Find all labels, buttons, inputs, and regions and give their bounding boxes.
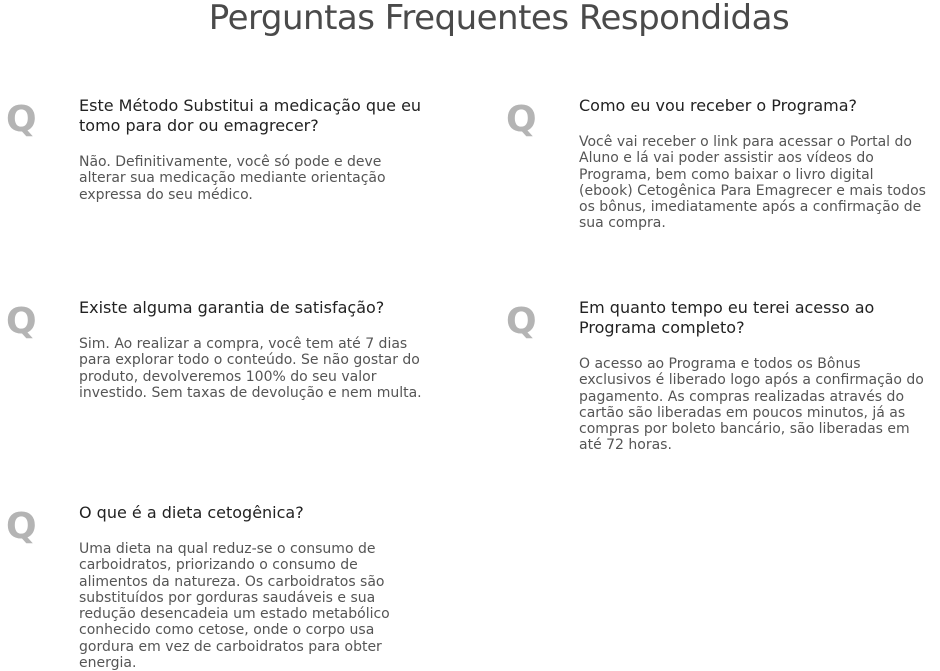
- page-title: Perguntas Frequentes Respondidas: [208, 0, 790, 38]
- faq-answer: Você vai receber o link para acessar o Portal do Aluno e lá vai poder assistir aos vídeos do Programa, bem como baixar o livro digital (ebook) Cetogênica Para Emagrecer e mais todos os bônus, imediatamente após a confirmação de sua compra.: [579, 134, 926, 232]
- faq-body: [79, 298, 431, 401]
- q-icon: Q: [6, 301, 37, 342]
- faq-body: [579, 96, 931, 232]
- faq-question: Em quanto tempo eu terei acesso ao Programa completo?: [579, 298, 875, 337]
- q-icon: Q: [6, 99, 37, 140]
- faq-answer: Sim. Ao realizar a compra, você tem até 7 dias para explorar todo o conteúdo. Se não gostar do produto, devolveremos 100% do seu valor investido. Sem taxas de devolução e nem multa.: [79, 336, 422, 401]
- q-icon: Q: [506, 99, 537, 140]
- faq-question: O que é a dieta cetogênica?: [79, 503, 304, 522]
- faq-body: [79, 96, 431, 203]
- faq-question: Como eu vou receber o Programa?: [579, 96, 858, 115]
- faq-question: Este Método Substitui a medicação que eu tomo para dor ou emagrecer?: [79, 96, 422, 135]
- faq-answer: Uma dieta na qual reduz-se o consumo de carboidratos, priorizando o consumo de alimentos da natureza. Os carboidratos são substituídos por gorduras saudáveis e sua redução desencadeia um estado metabólico conhecido como cetose, onde o corpo usa gordura em vez de carboidratos para obter energia.: [79, 541, 390, 671]
- faq-question: Existe alguma garantia de satisfação?: [79, 298, 385, 317]
- faq-answer: Não. Definitivamente, você só pode e deve alterar sua medicação mediante orientação expressa do seu médico.: [79, 154, 386, 203]
- faq-body: [79, 503, 431, 671]
- q-icon: Q: [506, 301, 537, 342]
- faq-body: [579, 298, 931, 454]
- faq-answer: O acesso ao Programa e todos os Bônus exclusivos é liberado logo após a confirmação do pagamento. As compras realizadas através do cartão são liberadas em poucos minutos, já as compras por boleto bancário, são liberadas em até 72 horas.: [579, 356, 924, 454]
- q-icon: Q: [6, 506, 37, 547]
